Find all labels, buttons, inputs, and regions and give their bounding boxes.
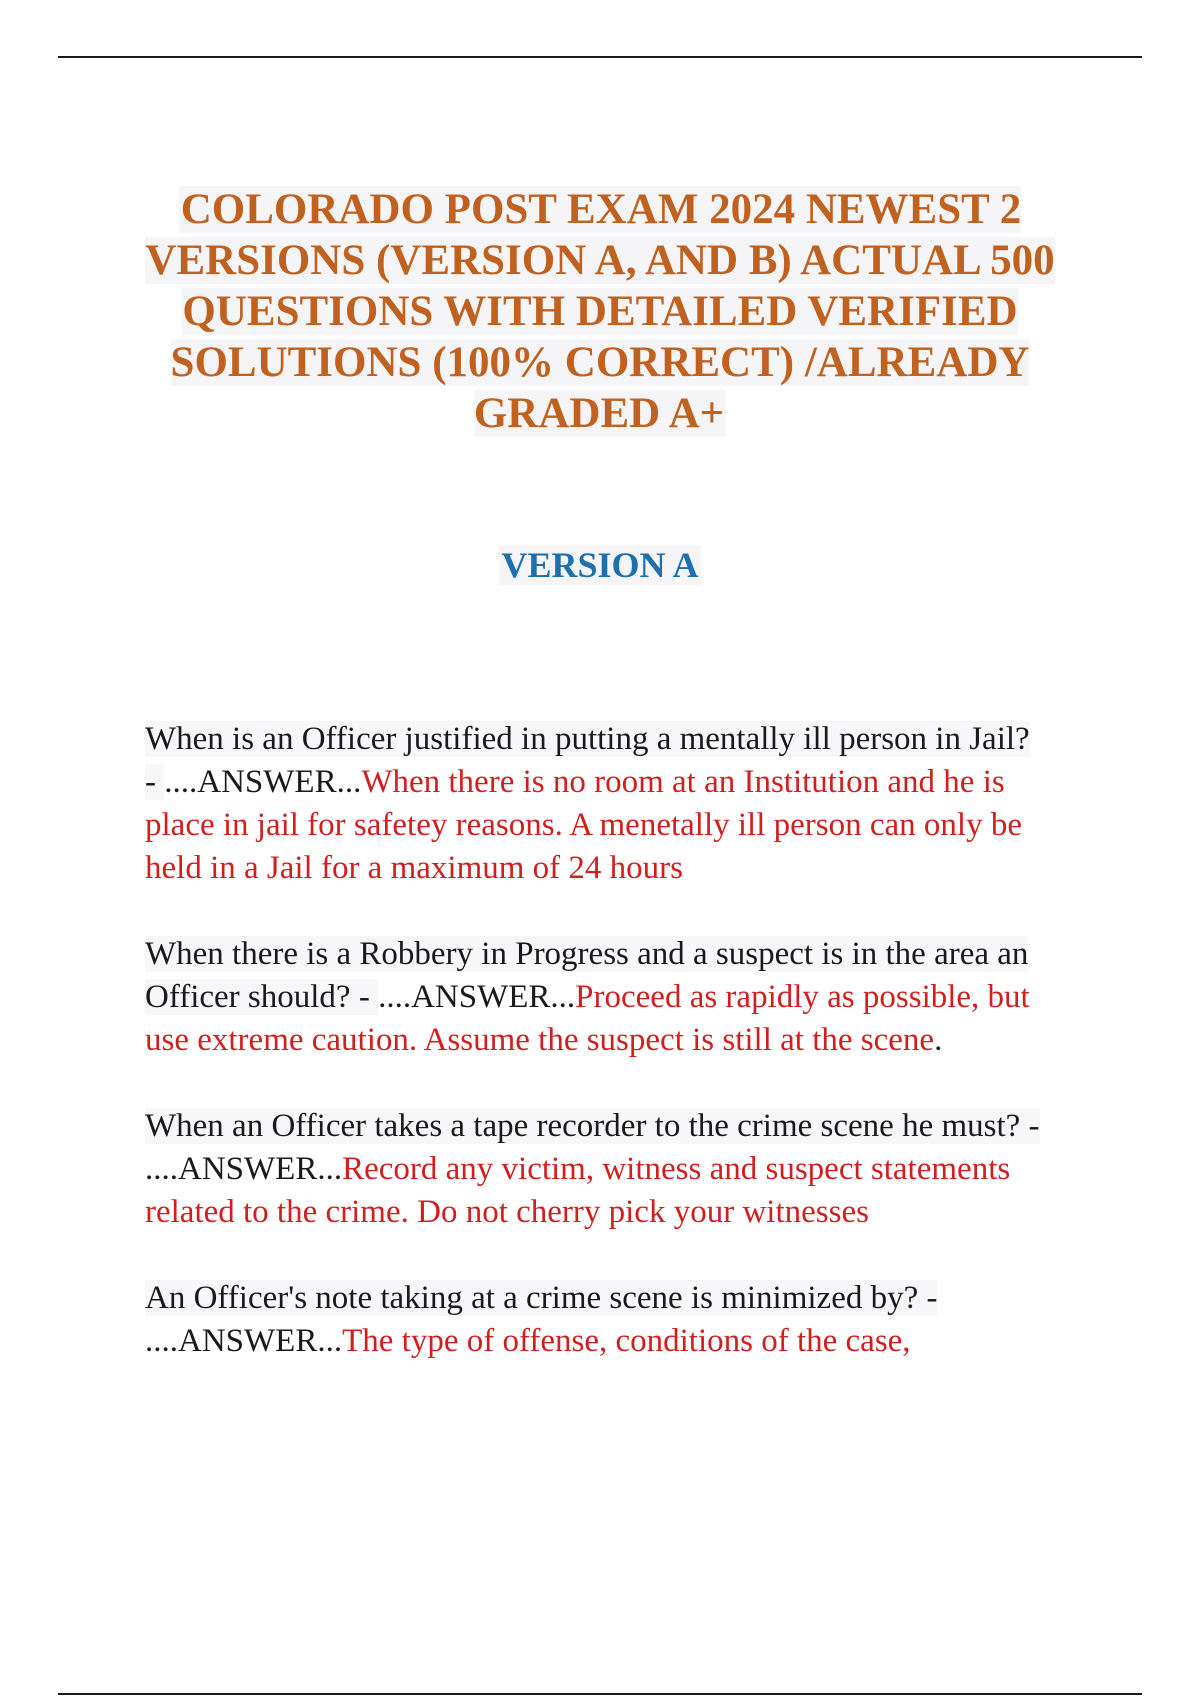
document-title-text: COLORADO POST EXAM 2024 NEWEST 2 VERSIONS (VERSION A, AND B) ACTUAL 500 QUESTIONS WITH DETAILED VERIFIED SOLUTIONS (100% CORRECT) /ALREADY GRADED A+ <box>145 186 1055 437</box>
question-text: When an Officer takes a tape recorder to the crime scene he must? - <box>145 1108 1040 1144</box>
version-heading <box>140 543 1060 587</box>
question-list <box>145 718 1045 1406</box>
answer-tail: . <box>934 1022 943 1058</box>
answer-text: When there is no room at an Institution and he is place in jail for safetey reasons. A menetally ill person can only be held in a Jail for a maximum of 24 hours <box>145 764 1022 886</box>
bottom-rule <box>58 1693 1142 1695</box>
question-item <box>145 1277 1045 1363</box>
answer-text: Record any victim, witness and suspect statements related to the crime. Do not cherry pick your witnesses <box>145 1151 1011 1230</box>
answer-marker: ....ANSWER... <box>378 979 576 1015</box>
question-item <box>145 1105 1045 1234</box>
version-heading-text: VERSION A <box>501 545 699 585</box>
question-text: When there is a Robbery in Progress and a suspect is in the area an Officer should? - <box>145 936 1029 1015</box>
question-text: When is an Officer justified in putting a mentally ill person in Jail? - <box>145 721 1030 800</box>
question-item <box>145 718 1045 890</box>
answer-text: The type of offense, conditions of the case, <box>342 1323 911 1359</box>
document-title <box>140 184 1060 439</box>
question-item <box>145 933 1045 1062</box>
top-rule <box>58 56 1142 58</box>
answer-marker: ....ANSWER... <box>164 764 362 800</box>
answer-marker: ....ANSWER... <box>145 1323 343 1359</box>
answer-text: Proceed as rapidly as possible, but use extreme caution. Assume the suspect is still at the scene <box>145 979 1030 1058</box>
answer-marker: ....ANSWER... <box>145 1151 343 1187</box>
question-text: An Officer's note taking at a crime scene is minimized by? - <box>145 1280 938 1316</box>
